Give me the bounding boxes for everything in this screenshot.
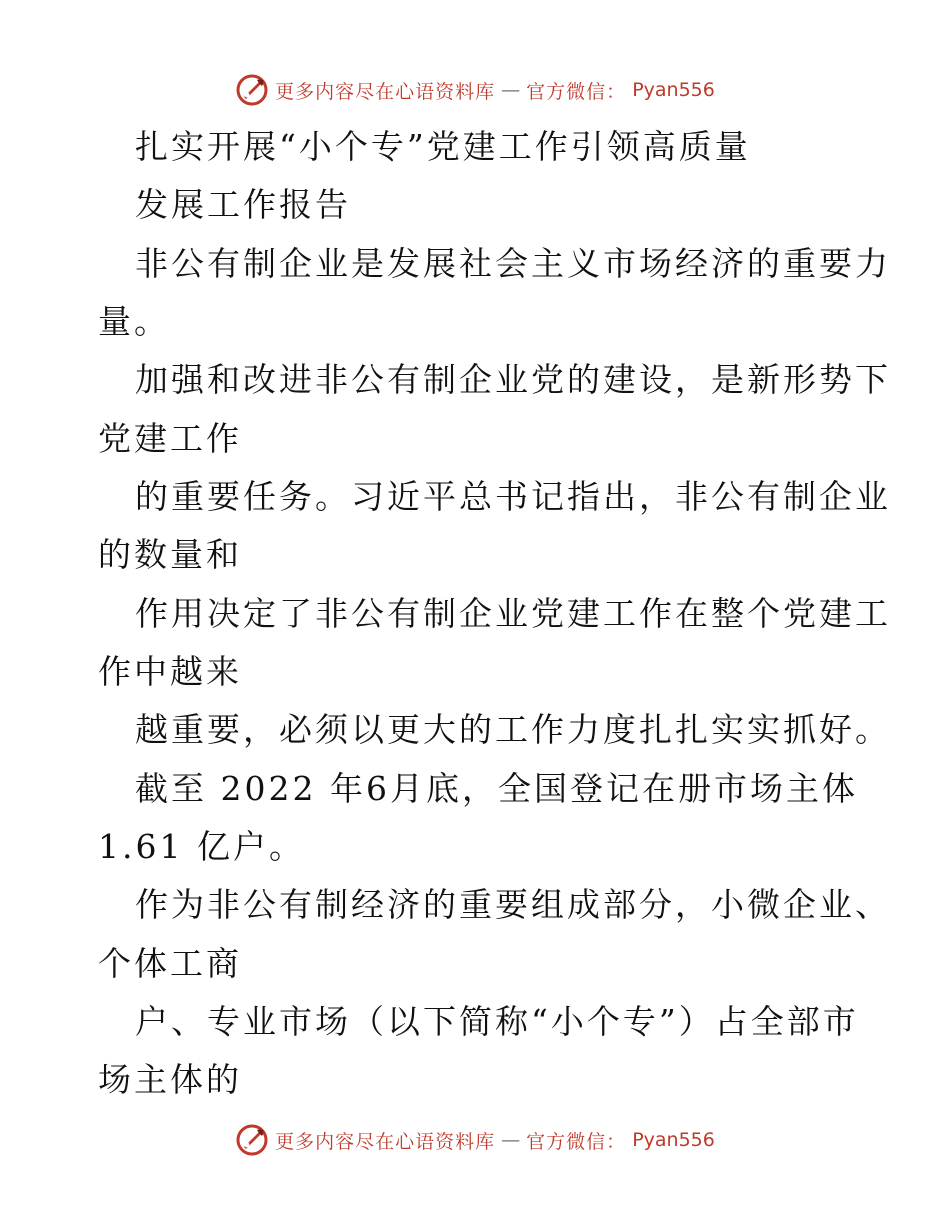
paragraph-line: 1.61 亿户。 <box>98 827 305 866</box>
footer-watermark-site-text: 更多内容尽在心语资料库 <box>275 1130 496 1153</box>
paragraph-line: 的数量和 <box>98 535 242 574</box>
header-watermark-wechat-label: 官方微信： <box>526 80 627 103</box>
footer-watermark-wechat-id: Pyan556 <box>632 1129 715 1151</box>
paragraph-line: 截至 2022 年6月底，全国登记在册市场主体 <box>135 769 858 808</box>
paragraph-line: 个体工商 <box>98 944 242 983</box>
document-title-line-1: 扎实开展“小个专”党建工作引领高质量 <box>135 127 751 166</box>
paragraph-line: 作用决定了非公有制企业党建工作在整个党建工 <box>135 594 891 633</box>
paragraph-line: 量。 <box>98 302 170 341</box>
paragraph-line: 加强和改进非公有制企业党的建设，是新形势下 <box>135 360 891 399</box>
paragraph-line: 户、专业市场（以下简称“小个专”）占全部市 <box>135 1002 859 1041</box>
paragraph-line: 非公有制企业是发展社会主义市场经济的重要力 <box>135 244 891 283</box>
header-watermark <box>0 70 950 110</box>
footer-watermark <box>0 1120 950 1160</box>
header-watermark-inner <box>235 73 715 107</box>
paragraph-line: 越重要，必须以更大的工作力度扎扎实实抓好。 <box>135 710 891 749</box>
footer-watermark-dash: — <box>501 1129 521 1151</box>
paragraph-line: 作为非公有制经济的重要组成部分，小微企业、 <box>135 885 891 924</box>
footer-watermark-wechat-label: 官方微信： <box>526 1130 627 1153</box>
document-title-line-2: 发展工作报告 <box>135 185 351 224</box>
quill-seal-icon <box>235 73 269 107</box>
footer-watermark-inner <box>235 1123 715 1157</box>
header-watermark-dash: — <box>501 79 521 101</box>
header-watermark-site-text: 更多内容尽在心语资料库 <box>275 80 496 103</box>
header-watermark-wechat-id: Pyan556 <box>632 79 715 101</box>
paragraph-line: 场主体的 <box>98 1060 242 1099</box>
quill-seal-icon <box>235 1123 269 1157</box>
paragraph-line: 党建工作 <box>98 419 242 458</box>
paragraph-line: 作中越来 <box>98 652 242 691</box>
paragraph-line: 的重要任务。习近平总书记指出，非公有制企业 <box>135 477 891 516</box>
